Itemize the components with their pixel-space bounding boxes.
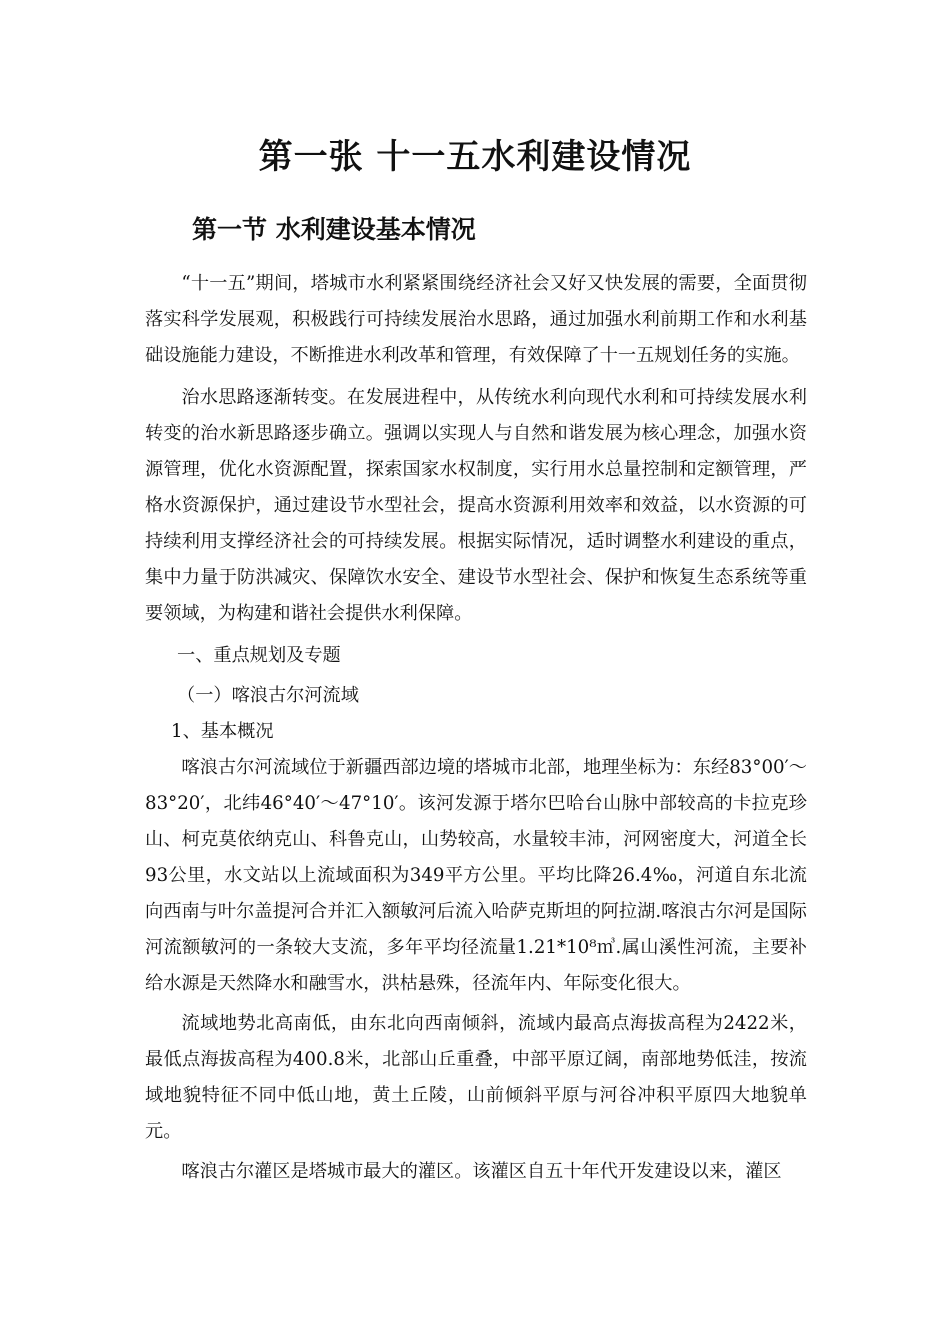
heading-river-basin: （一）喀浪古尔河流域	[177, 685, 359, 706]
heading-key-planning: 一、重点规划及专题	[177, 645, 341, 666]
paragraph-governance: 治水思路逐渐转变。在发展进程中，从传统水利向现代水利和可持续发展水利转变的治水新思路逐步确立。强调以实现人与自然和谐发展为核心理念，加强水资源管理，优化水资源配置，探索国家水权制度，实行用水总量控制和定额管理，严格水资源保护，通过建设节水型社会，提高水资源利用效率和效益，以水资源的可持续利用支撑经济社会的可持续发展。根据实际情况，适时调整水利建设的重点，集中力量于防洪减灾、保障饮水安全、建设节水型社会、保护和恢复生态系统等重要领域，为构建和谐社会提供水利保障。	[145, 387, 807, 624]
page-title: 第一张 十一五水利建设情况	[258, 137, 692, 177]
heading-overview: 1、基本概况	[171, 721, 274, 742]
paragraph-intro: “十一五”期间，塔城市水利紧紧围绕经济社会又好又快发展的需要，全面贯彻落实科学发展观，积极践行可持续发展治水思路，通过加强水利前期工作和水利基础设施能力建设，不断推进水利改革和管理，有效保障了十一五规划任务的实施。	[145, 273, 807, 366]
paragraph-terrain: 流域地势北高南低，由东北向西南倾斜，流域内最高点海拔高程为2422米，最低点海拔高程为400.8米，北部山丘重叠，中部平原辽阔，南部地势低洼，按流域地貌特征不同中低山地，黄土丘陵，山前倾斜平原与河谷冲积平原四大地貌单元。	[145, 1013, 807, 1142]
paragraph-basin-location: 喀浪古尔河流域位于新疆西部边境的塔城市北部，地理坐标为：东经83°00′～83°20′，北纬46°40′～47°10′。该河发源于塔尔巴哈台山脉中部较高的卡拉克珍山、柯克莫依纳克山、科鲁克山，山势较高，水量较丰沛，河网密度大，河道全长93公里，水文站以上流域面积为349平方公里。平均比降26.4‰，河道自东北流向西南与叶尔盖提河合并汇入额敏河后流入哈萨克斯坦的阿拉湖.喀浪古尔河是国际河流额敏河的一条较大支流，多年平均径流量1.21*10⁸㎥.属山溪性河流，主要补给水源是天然降水和融雪水，洪枯悬殊，径流年内、年际变化很大。	[145, 757, 807, 994]
section-title: 第一节 水利建设基本情况	[192, 215, 476, 244]
document-body	[145, 266, 807, 1190]
paragraph-irrigation: 喀浪古尔灌区是塔城市最大的灌区。该灌区自五十年代开发建设以来，灌区	[181, 1161, 782, 1182]
